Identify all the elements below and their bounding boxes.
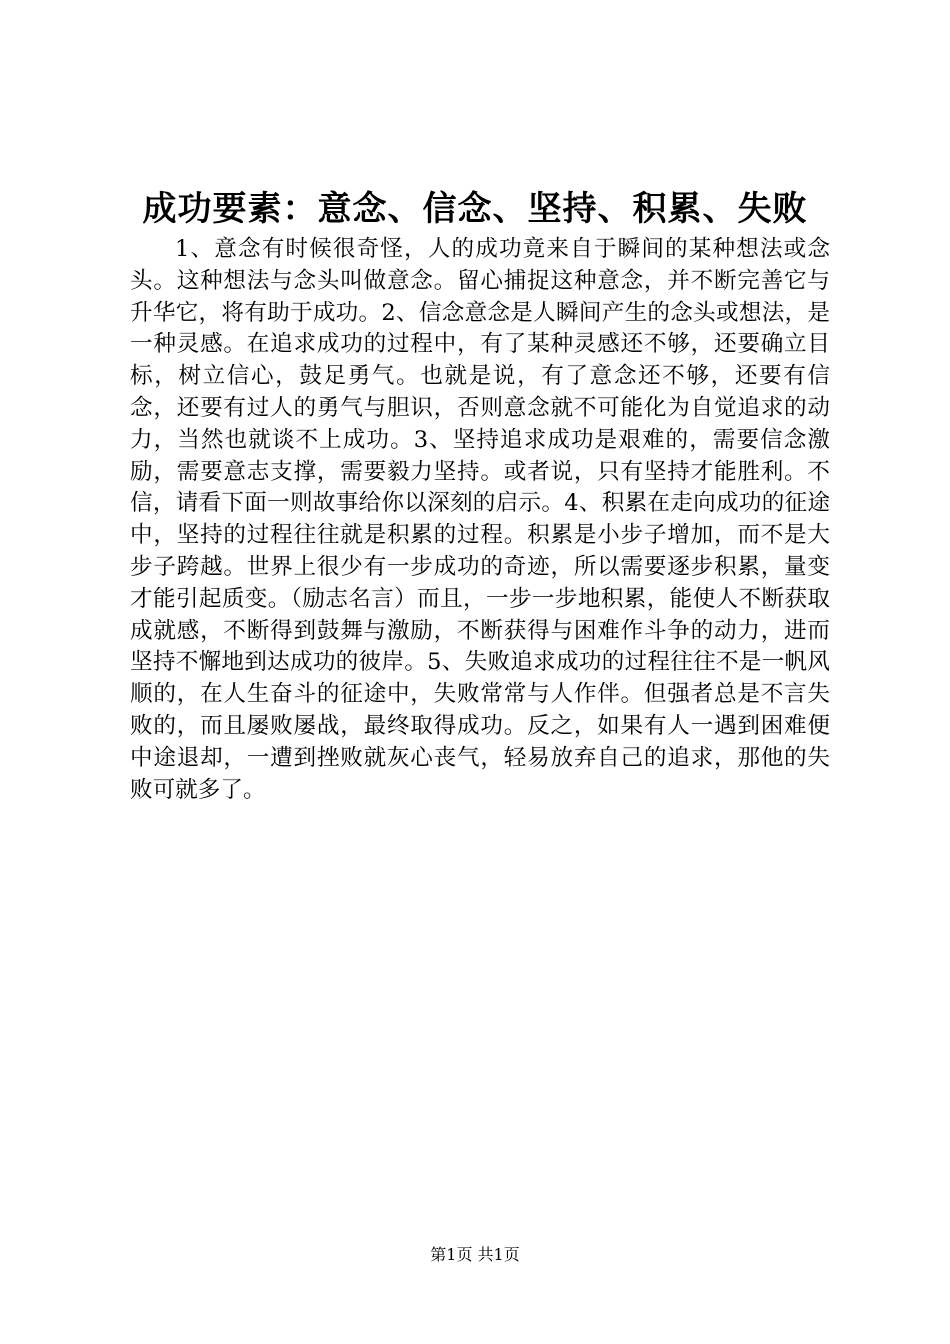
page-number-footer: 第1页 共1页 xyxy=(430,1245,520,1264)
document-title: 成功要素：意念、信念、坚持、积累、失败 xyxy=(142,189,808,229)
document-body: 1、意念有时候很奇怪，人的成功竟来自于瞬间的某种想法或念头。这种想法与念头叫做意念。留心捕捉这种意念，并不断完善它与升华它，将有助于成功。2、信念意念是人瞬间产生的念头或想法，是一种灵感。在追求成功的过程中，有了某种灵感还不够，还要确立目标，树立信心，鼓足勇气。也就是说，有了意念还不够，还要有信念，还要有过人的勇气与胆识，否则意念就不可能化为自觉追求的动力，当然也就谈不上成功。3、坚持追求成功是艰难的，需要信念激励，需要意志支撑，需要毅力坚持。或者说，只有坚持才能胜利。不信，请看下面一则故事给你以深刻的启示。4、积累在走向成功的征途中，坚持的过程往往就是积累的过程。积累是小步子增加，而不是大步子跨越。世界上很少有一步成功的奇迹，所以需要逐步积累，量变才能引起质变。（励志名言）而且，一步一步地积累，能使人不断获取成就感，不断得到鼓舞与激励，不断获得与困难作斗争的动力，进而坚持不懈地到达成功的彼岸。5、失败追求成功的过程往往不是一帆风顺的，在人生奋斗的征途中，失败常常与人作伴。但强者总是不言失败的，而且屡败屡战，最终取得成功。反之，如果有人一遇到困难便中途退却，一遭到挫败就灰心丧气，轻易放弃自己的追求，那他的失败可就多了。 xyxy=(130,236,830,803)
